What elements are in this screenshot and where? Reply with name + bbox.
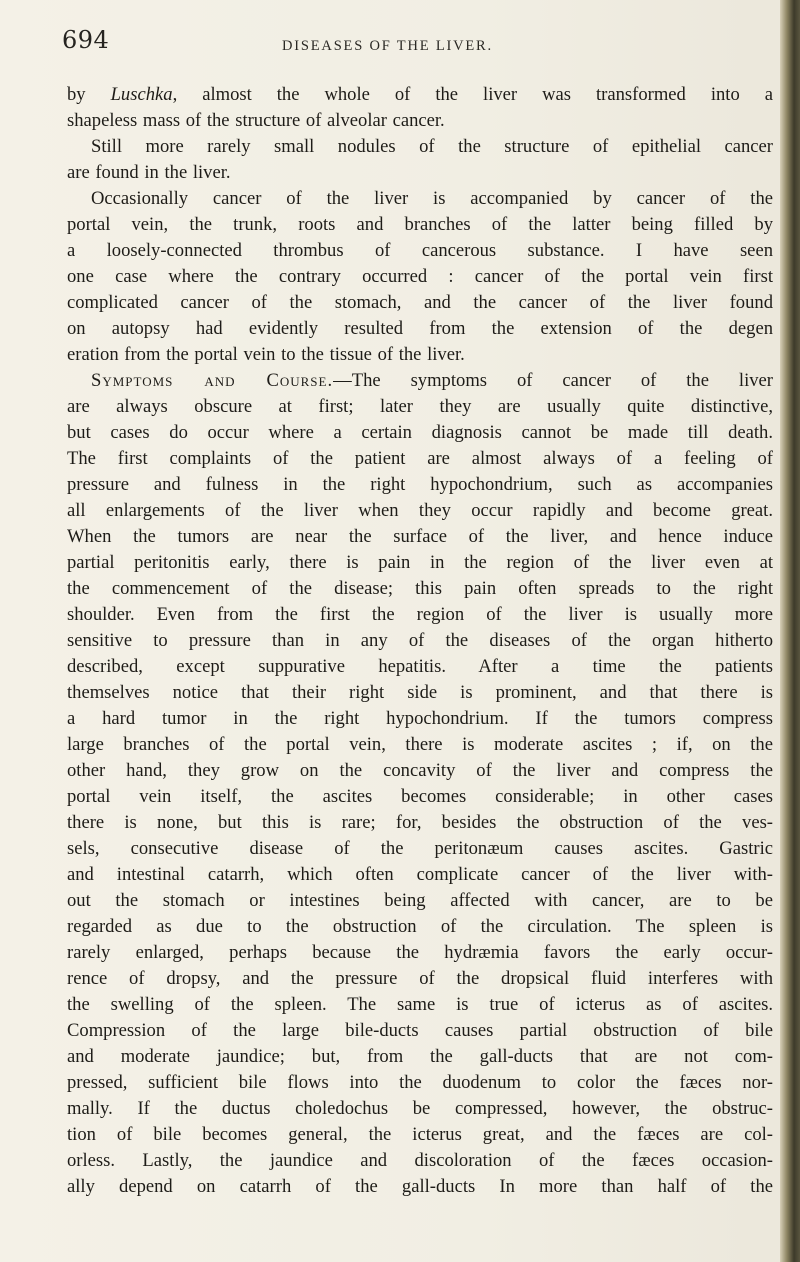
text-line: large branches of the portal vein, there is moderate ascites ; if, on the [67,734,773,755]
text-line: eration from the portal vein to the tissue of the liver. [67,344,465,365]
text-line: sensitive to pressure than in any of the diseases of the organ hitherto [67,630,773,651]
text-line: all enlargements of the liver when they occur rapidly and become great. [67,500,773,521]
text-line: shapeless mass of the structure of alveolar cancer. [67,110,445,131]
text-line: are always obscure at first; later they are usually quite distinctive, [67,396,773,417]
text-fragment: by [67,84,111,105]
text-line: Still more rarely small nodules of the structure of epithelial cancer [91,136,773,157]
text-line: Occasionally cancer of the liver is accompanied by cancer of the [91,188,773,209]
page-number: 694 [62,26,110,54]
text-line: ally depend on catarrh of the gall-ducts In more than half of the [67,1176,773,1197]
section-heading-line [67,368,773,394]
text-line: and intestinal catarrh, which often complicate cancer of the liver with- [67,864,773,885]
text-line: portal vein, the trunk, roots and branches of the latter being filled by [67,214,773,235]
text-line: a loosely-connected thrombus of cancerous substance. I have seen [67,240,773,261]
text-fragment: —The symptoms of cancer of the liver [333,370,773,391]
text-line: tion of bile becomes general, the icterus great, and the fæces are col- [67,1124,773,1145]
text-line: but cases do occur where a certain diagnosis cannot be made till death. [67,422,773,443]
author-name: Luschka [110,84,173,105]
text-line: and moderate jaundice; but, from the gall-ducts that are not com- [67,1046,773,1067]
text-line: shoulder. Even from the first the region of the liver is usually more [67,604,773,625]
text-line [67,82,773,108]
text-line: there is none, but this is rare; for, besides the obstruction of the ves- [67,812,773,833]
text-line: a hard tumor in the right hypochondrium. If the tumors compress [67,708,773,729]
text-line: pressed, sufficient bile flows into the duodenum to color the fæces nor- [67,1072,773,1093]
text-line: regarded as due to the obstruction of the circulation. The spleen is [67,916,773,937]
text-line: orless. Lastly, the jaundice and discoloration of the fæces occasion- [67,1150,773,1171]
body-text [67,82,773,1200]
text-line: pressure and fulness in the right hypochondrium, such as accompanies [67,474,773,495]
text-line: The first complaints of the patient are almost always of a feeling of [67,448,773,469]
text-fragment: , almost the whole of the liver was transformed into a [172,84,773,105]
text-line: other hand, they grow on the concavity of the liver and compress the [67,760,773,781]
section-heading: Symptoms and Course. [91,370,334,391]
text-line: the swelling of the spleen. The same is true of icterus as of ascites. [67,994,773,1015]
text-line: sels, consecutive disease of the peritonæum causes ascites. Gastric [67,838,773,859]
text-line: are found in the liver. [67,162,231,183]
text-line: one case where the contrary occurred : cancer of the portal vein first [67,266,773,287]
text-line: portal vein itself, the ascites becomes considerable; in other cases [67,786,773,807]
text-line: partial peritonitis early, there is pain in the region of the liver even at [67,552,773,573]
page-edge [780,0,800,1262]
text-line: When the tumors are near the surface of the liver, and hence induce [67,526,773,547]
text-line: complicated cancer of the stomach, and the cancer of the liver found [67,292,773,313]
page-header [62,26,732,66]
text-line: rarely enlarged, perhaps because the hydræmia favors the early occur- [67,942,773,963]
text-line: rence of dropsy, and the pressure of the dropsical fluid interferes with [67,968,773,989]
text-line: Compression of the large bile-ducts causes partial obstruction of bile [67,1020,773,1041]
text-line: out the stomach or intestines being affected with cancer, are to be [67,890,773,911]
text-line: themselves notice that their right side is prominent, and that there is [67,682,773,703]
text-line: the commencement of the disease; this pain often spreads to the right [67,578,773,599]
text-line: mally. If the ductus choledochus be compressed, however, the obstruc- [67,1098,773,1119]
text-line: described, except suppurative hepatitis. After a time the patients [67,656,773,677]
running-head: DISEASES OF THE LIVER. [282,38,493,54]
text-line: on autopsy had evidently resulted from the extension of the degen [67,318,773,339]
